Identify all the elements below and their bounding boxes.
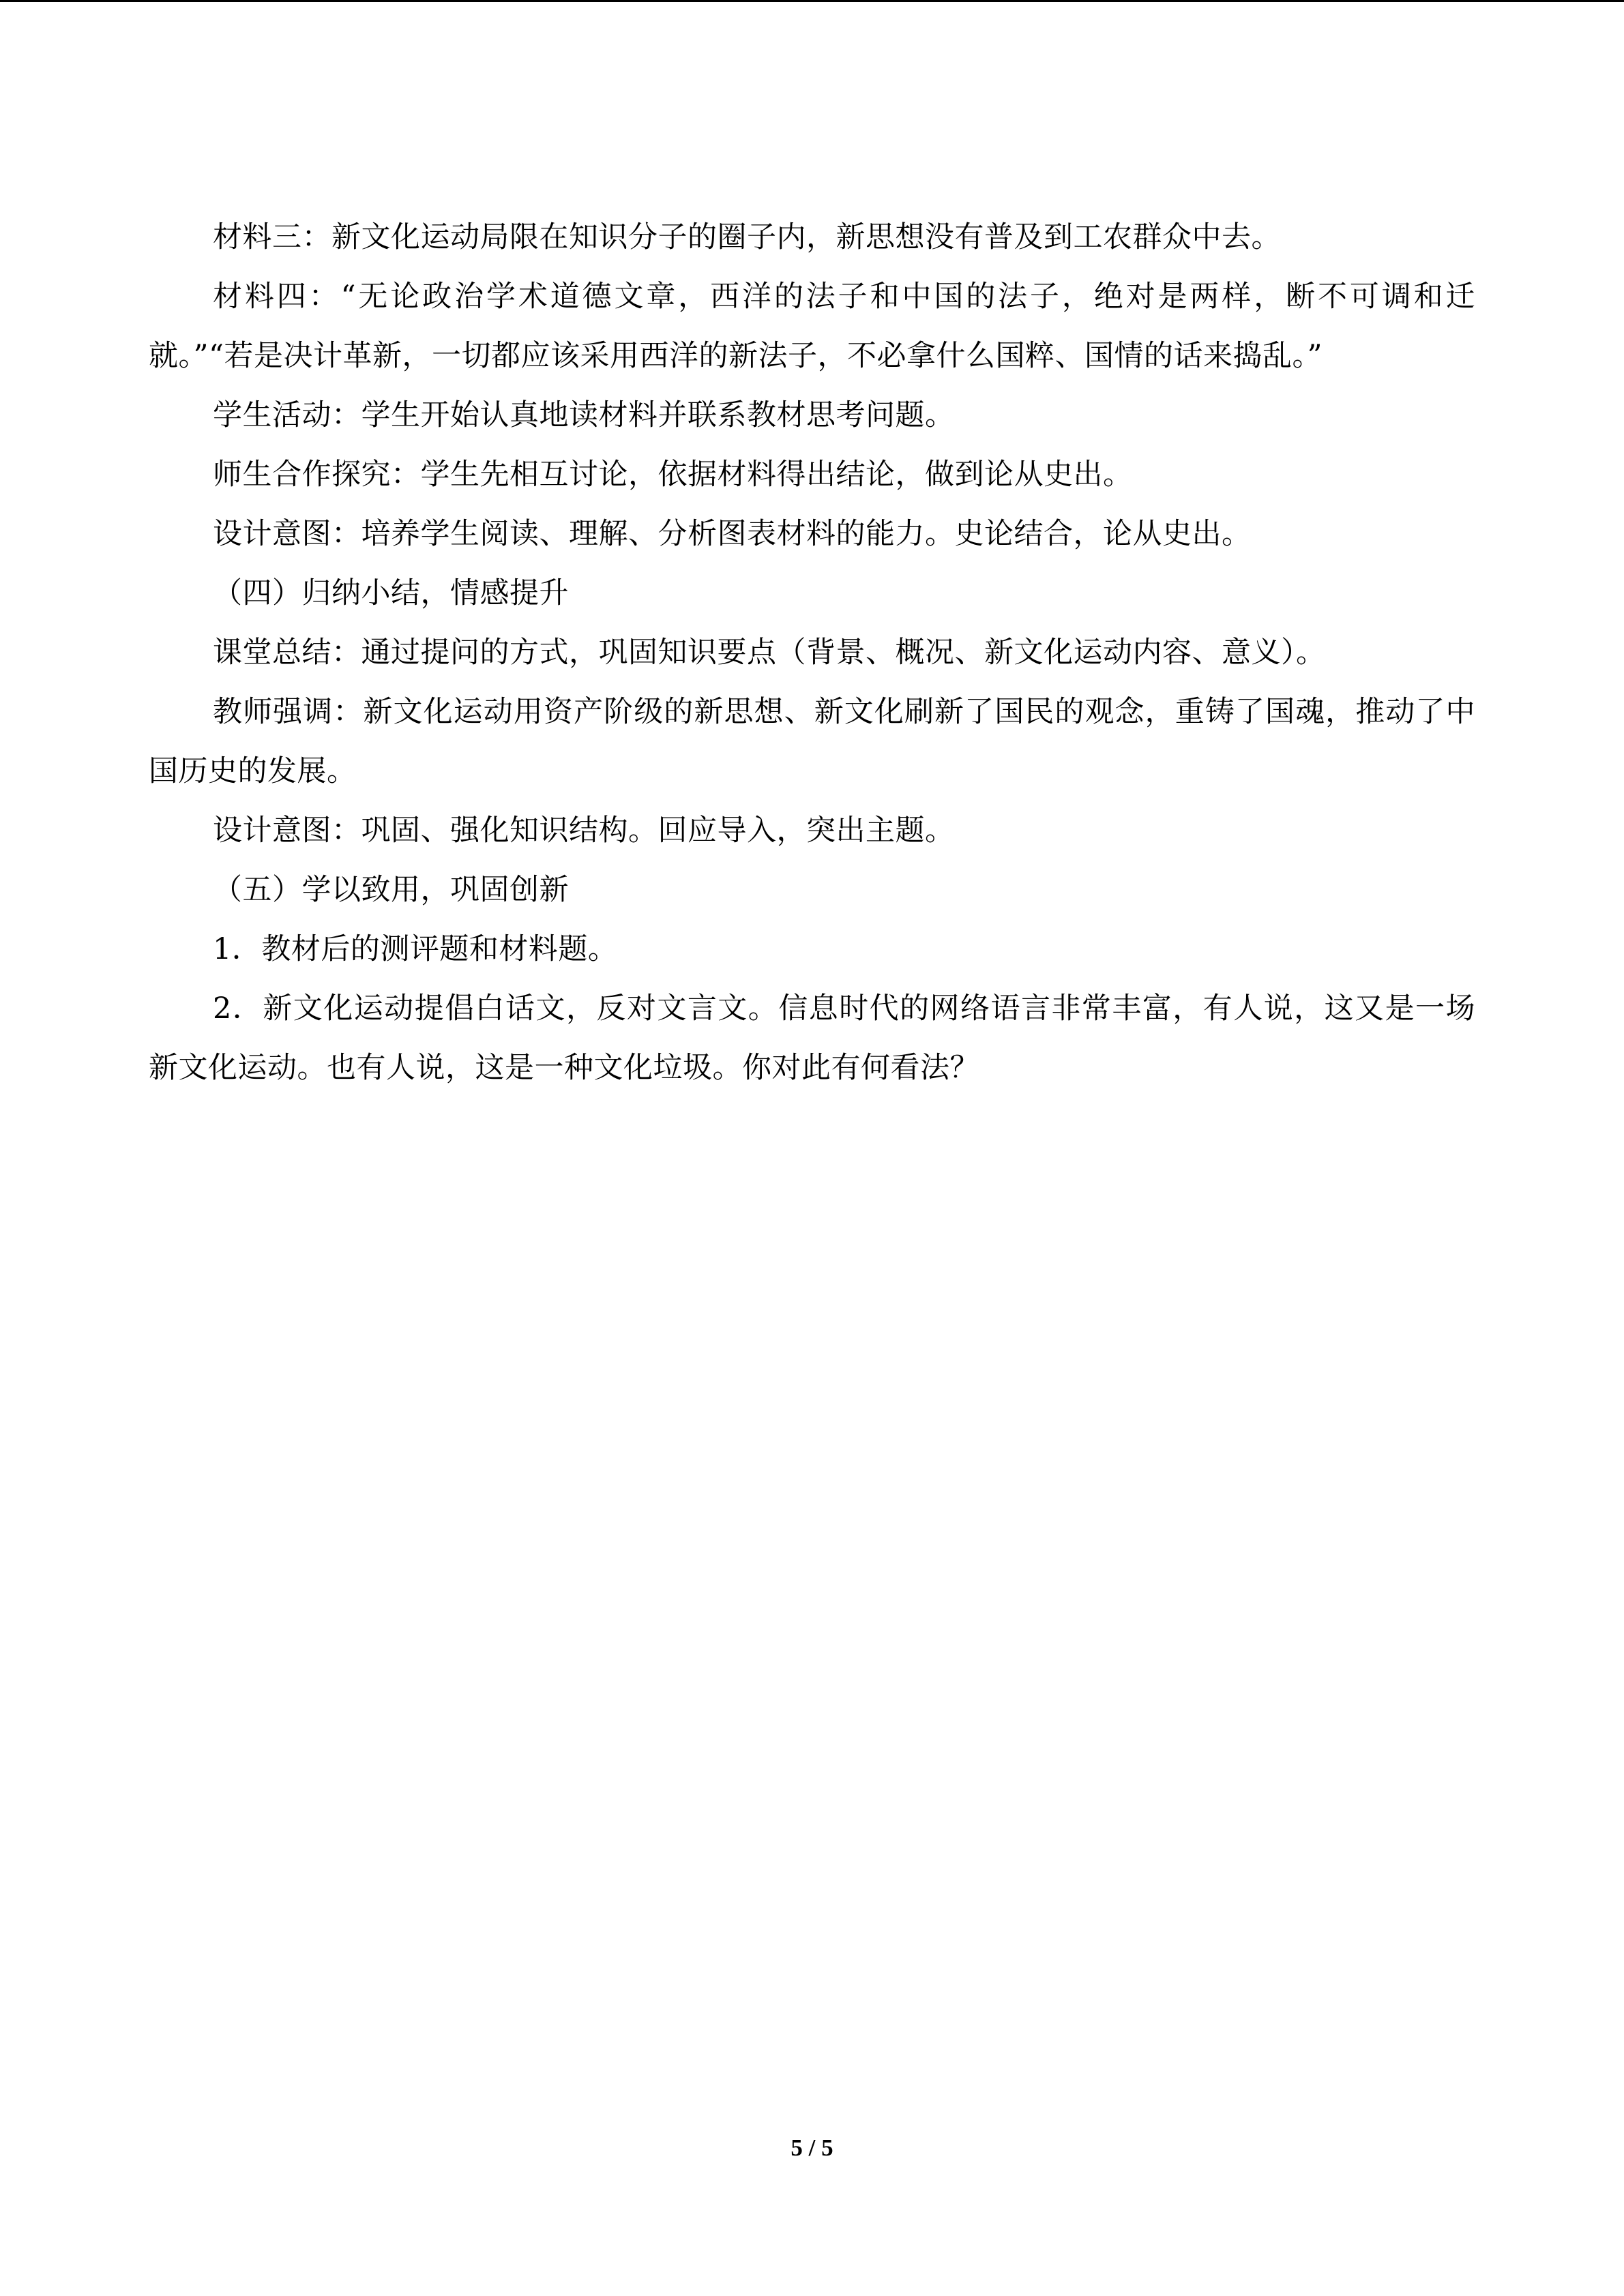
paragraph-material-four: 材料四：“无论政治学术道德文章，西洋的法子和中国的法子，绝对是两样，断不可调和迁就。”“若是决计革新，一切都应该采用西洋的新法子，不必拿什么国粹、国情的话来捣乱。” [149, 280, 1475, 373]
paragraph-design-intent-1: 设计意图：培养学生阅读、理解、分析图表材料的能力。史论结合，论从史出。 [213, 517, 1252, 551]
page-number: 5 / 5 [791, 2134, 833, 2161]
paragraph-student-activity: 学生活动：学生开始认真地读材料并联系教材思考问题。 [213, 398, 955, 432]
document-body [149, 208, 1475, 1098]
top-border-line [0, 0, 1624, 2]
paragraph-design-intent-2: 设计意图：巩固、强化知识结构。回应导入，突出主题。 [213, 814, 955, 848]
paragraph-teacher-emphasis: 教师强调：新文化运动用资产阶级的新思想、新文化刷新了国民的观念，重铸了国魂，推动了中国历史的发展。 [149, 695, 1475, 788]
section-heading-summary: （四）归纳小结，情感提升 [213, 576, 569, 610]
paragraph-class-summary: 课堂总结：通过提问的方式，巩固知识要点（背景、概况、新文化运动内容、意义）。 [213, 636, 1326, 670]
section-heading-application: （五）学以致用，巩固创新 [213, 873, 569, 907]
paragraph-material-three: 材料三：新文化运动局限在知识分子的圈子内，新思想没有普及到工农群众中去。 [213, 220, 1281, 254]
list-item-2: 2．新文化运动提倡白话文，反对文言文。信息时代的网络语言非常丰富，有人说，这又是一场新文化运动。也有人说，这是一种文化垃圾。你对此有何看法？ [149, 992, 1475, 1085]
list-item-1: 1．教材后的测评题和材料题。 [213, 932, 618, 966]
paragraph-cooperative-inquiry: 师生合作探究：学生先相互讨论，依据材料得出结论，做到论从史出。 [213, 458, 1133, 492]
